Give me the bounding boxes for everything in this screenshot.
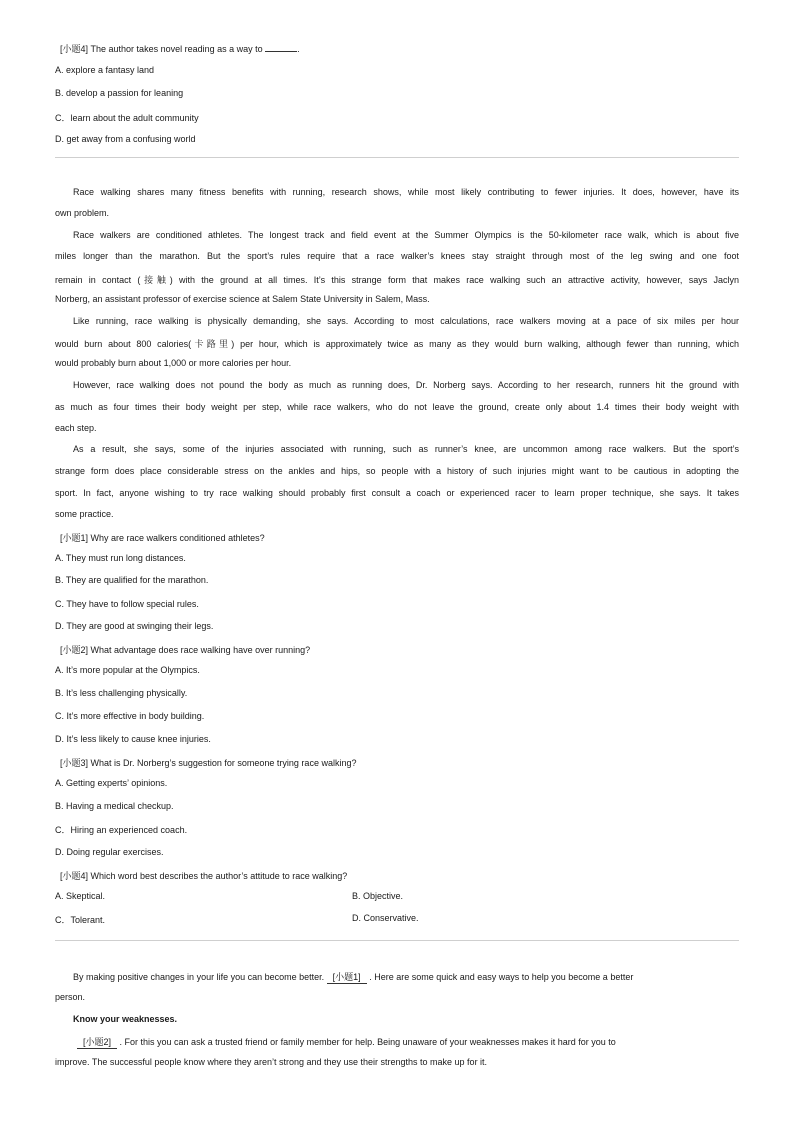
question-4-prev: [小题4] The author takes novel reading as a way to .	[60, 44, 300, 54]
passage-line: own problem.	[55, 208, 110, 218]
option-b: B. They are qualified for the marathon.	[55, 575, 209, 585]
option-c: C．Tolerant.	[55, 915, 106, 925]
passage-line: miles longer than the marathon. But the sport’s rules require that a race walker’s knees stay straight through most of the leg swing and one foot	[55, 251, 739, 261]
passage-line: However, race walking does not pound the body as much as running does, Dr. Norberg says. According to her research, runners hit the ground with	[73, 380, 739, 390]
option-c: C．Hiring an experienced coach.	[55, 825, 188, 835]
passage-line: Like running, race walking is physically demanding, she says. According to most calculations, race walkers moving at a pace of six miles per hour	[73, 316, 739, 326]
option-b: B. It’s less challenging physically.	[55, 688, 188, 698]
passage-line: Norberg, an assistant professor of exercise science at Salem State University in Salem, Mass.	[55, 294, 430, 304]
passage-line: sport. In fact, anyone wishing to try race walking should probably first consult a coach or experienced racer to learn proper technique, she says. It takes	[55, 488, 739, 498]
option-a: A. explore a fantasy land	[55, 65, 155, 75]
passage-line: some practice.	[55, 509, 114, 519]
option-d: D. They are good at swinging their legs.	[55, 621, 214, 631]
passage-line: [小题2] . For this you can ask a trusted friend or family member for help. Being unaware of your weaknesses makes it hard for you to	[77, 1035, 616, 1049]
option-c: C. It’s more effective in body building.	[55, 711, 205, 721]
passage-line: would burn about 800 calories(卡路里) per hour, which is approximately twice as many as they would burn walking, although fewer than running, which	[55, 339, 739, 349]
option-a: A. They must run long distances.	[55, 553, 186, 563]
option-c: C．learn about the adult community	[55, 113, 199, 123]
option-d: D. It’s less likely to cause knee injuries.	[55, 734, 211, 744]
passage-line: By making positive changes in your life you can become better. [小题1] . Here are some quick and easy ways to help you become a better	[73, 972, 634, 982]
passage-line: remain in contact (接触) with the ground at all times. It’s this strange form that makes race walking such an attractive activity, however, says Jaclyn	[55, 275, 739, 285]
option-a: A. It’s more popular at the Olympics.	[55, 665, 200, 675]
passage-line: would probably burn about 1,000 or more calories per hour.	[55, 358, 292, 368]
option-a: A. Getting experts’ opinions.	[55, 778, 168, 788]
passage-line: improve. The successful people know where they aren’t strong and they use their strengths to make up for it.	[55, 1057, 488, 1067]
gap-blank-1: [小题1]	[327, 970, 367, 984]
passage-line: Race walking shares many fitness benefits with running, research shows, while most likely contributing to fewer injuries. It does, however, have its	[73, 187, 739, 197]
divider	[55, 940, 739, 941]
question-tag: [小题4]	[60, 44, 89, 54]
option-b: B. develop a passion for leaning	[55, 88, 184, 98]
option-b: B. Objective.	[352, 891, 404, 901]
question-2-stem: [小题2] What advantage does race walking have over running?	[60, 645, 311, 655]
answer-blank	[265, 42, 297, 52]
question-3-stem: [小题3] What is Dr. Norberg’s suggestion for someone trying race walking?	[60, 758, 357, 768]
subheading: Know your weaknesses.	[73, 1014, 178, 1024]
passage-line: Race walkers are conditioned athletes. The longest track and field event at the Summer Olympics is the 50-kilometer race walk, which is about five	[73, 230, 739, 240]
option-d: D. Doing regular exercises.	[55, 847, 164, 857]
gap-blank-2: [小题2]	[77, 1035, 117, 1049]
question-stem: The author takes novel reading as a way to	[90, 44, 263, 54]
passage-line: as much as four times their body weight per step, while race walkers, who do not leave the ground, create only about 1.4 times their body weight with	[55, 402, 739, 412]
question-1-stem: [小题1] Why are race walkers conditioned athletes?	[60, 533, 265, 543]
option-d: D. Conservative.	[352, 913, 419, 923]
passage-line: each step.	[55, 423, 97, 433]
option-d: D. get away from a confusing world	[55, 134, 196, 144]
passage-line: person.	[55, 992, 86, 1002]
option-b: B. Having a medical checkup.	[55, 801, 174, 811]
option-a: A. Skeptical.	[55, 891, 106, 901]
option-c: C. They have to follow special rules.	[55, 599, 199, 609]
passage-line: strange form does place considerable stress on the ankles and hips, so people with a history of such injuries might want to be cautious in adopting the	[55, 466, 739, 476]
passage-line: As a result, she says, some of the injuries associated with running, such as runner’s knee, are uncommon among race walkers. But the sport’s	[73, 444, 739, 454]
divider	[55, 157, 739, 158]
question-4-stem: [小题4] Which word best describes the author’s attitude to race walking?	[60, 871, 348, 881]
